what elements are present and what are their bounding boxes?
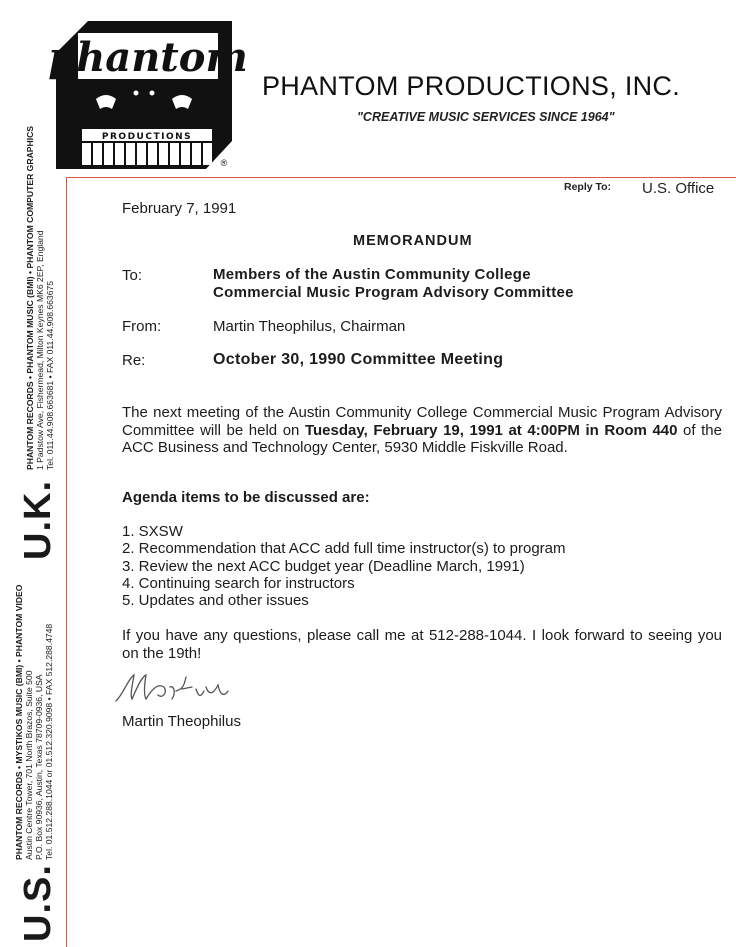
uk-companies: PHANTOM RECORDS • PHANTOM MUSIC (BMI) • PHANTOM COMPUTER GRAPHICS	[25, 125, 35, 470]
phantom-productions-logo	[48, 21, 248, 169]
us-phone-fax: Tel. 01.512.288.1044 or 01.512.320.9098 • FAX 512.288.4748	[44, 623, 54, 860]
meeting-text-part1: The next meeting of the Austin Community College Commercial Music Program Advisory Committee will be held on	[122, 404, 722, 439]
uk-phone-fax: Tel. 011.44.908.663681 • FAX 011.44.908.663675	[45, 280, 55, 470]
uk-office-address	[25, 126, 55, 470]
margin-rule	[66, 177, 67, 947]
memo-date: February 7, 1991	[122, 200, 237, 217]
handwritten-signature	[112, 665, 232, 711]
company-tagline: "CREATIVE MUSIC SERVICES SINCE 1964"	[357, 110, 615, 124]
us-label: U.S.	[17, 864, 59, 942]
us-street-address: Austin Centre Tower, 701 North Brazos, Suite 500	[24, 670, 34, 860]
memo-title: MEMORANDUM	[353, 233, 473, 249]
to-label: To:	[122, 267, 143, 284]
uk-label: U.K.	[17, 480, 59, 560]
agenda-item: 3. Review the next ACC budget year (Deadline March, 1991)	[122, 557, 525, 575]
uk-street-address: 1 Padstow Ave, Fishermead, Milton Keynes MK6 2EP, England	[35, 230, 45, 470]
agenda-item: 4. Continuing search for instructors	[122, 574, 355, 592]
agenda-intro: Agenda items to be discussed are:	[122, 489, 370, 506]
company-name: PHANTOM PRODUCTIONS, INC.	[262, 71, 681, 101]
re-label: Re:	[122, 352, 146, 369]
agenda-item: 5. Updates and other issues	[122, 592, 309, 610]
reply-to-value: U.S. Office	[642, 180, 715, 197]
reply-to-label: Reply To:	[564, 181, 612, 193]
us-companies: PHANTOM RECORDS • MYSTIKOS MUSIC (BMI) • PHANTOM VIDEO	[14, 584, 24, 860]
agenda-item: 1. SXSW	[122, 523, 183, 540]
agenda-item: 2. Recommendation that ACC add full time instructor(s) to program	[122, 540, 566, 558]
meeting-text-part2: of the ACC Business and Technology Center, 5930 Middle Fiskville Road.	[122, 421, 722, 456]
to-recipient-line2: Commercial Music Program Advisory Committee	[213, 284, 574, 301]
meeting-paragraph	[122, 404, 722, 457]
to-recipient-line1: Members of the Austin Community College	[213, 266, 531, 283]
svg-text:®: ®	[220, 158, 228, 168]
signer-name: Martin Theophilus	[122, 713, 241, 730]
from-value: Martin Theophilus, Chairman	[213, 318, 406, 335]
meeting-datetime-room: Tuesday, February 19, 1991 at 4:00PM in Room 440	[304, 421, 678, 439]
closing-paragraph: If you have any questions, please call me at 512-288-1044. I look forward to seeing you on the 19th!	[122, 627, 722, 662]
svg-text:phantom: phantom	[48, 34, 248, 81]
header-rule	[66, 177, 736, 178]
us-office-address	[14, 585, 54, 860]
from-label: From:	[122, 318, 162, 335]
logo-graphic	[48, 21, 248, 169]
agenda-list	[122, 523, 566, 609]
svg-text:PRODUCTIONS: PRODUCTIONS	[101, 132, 193, 142]
us-po-box: P.O. Box 90936, Austin, Texas 78709-0936, USA	[34, 674, 44, 860]
re-subject: October 30, 1990 Committee Meeting	[213, 351, 504, 368]
